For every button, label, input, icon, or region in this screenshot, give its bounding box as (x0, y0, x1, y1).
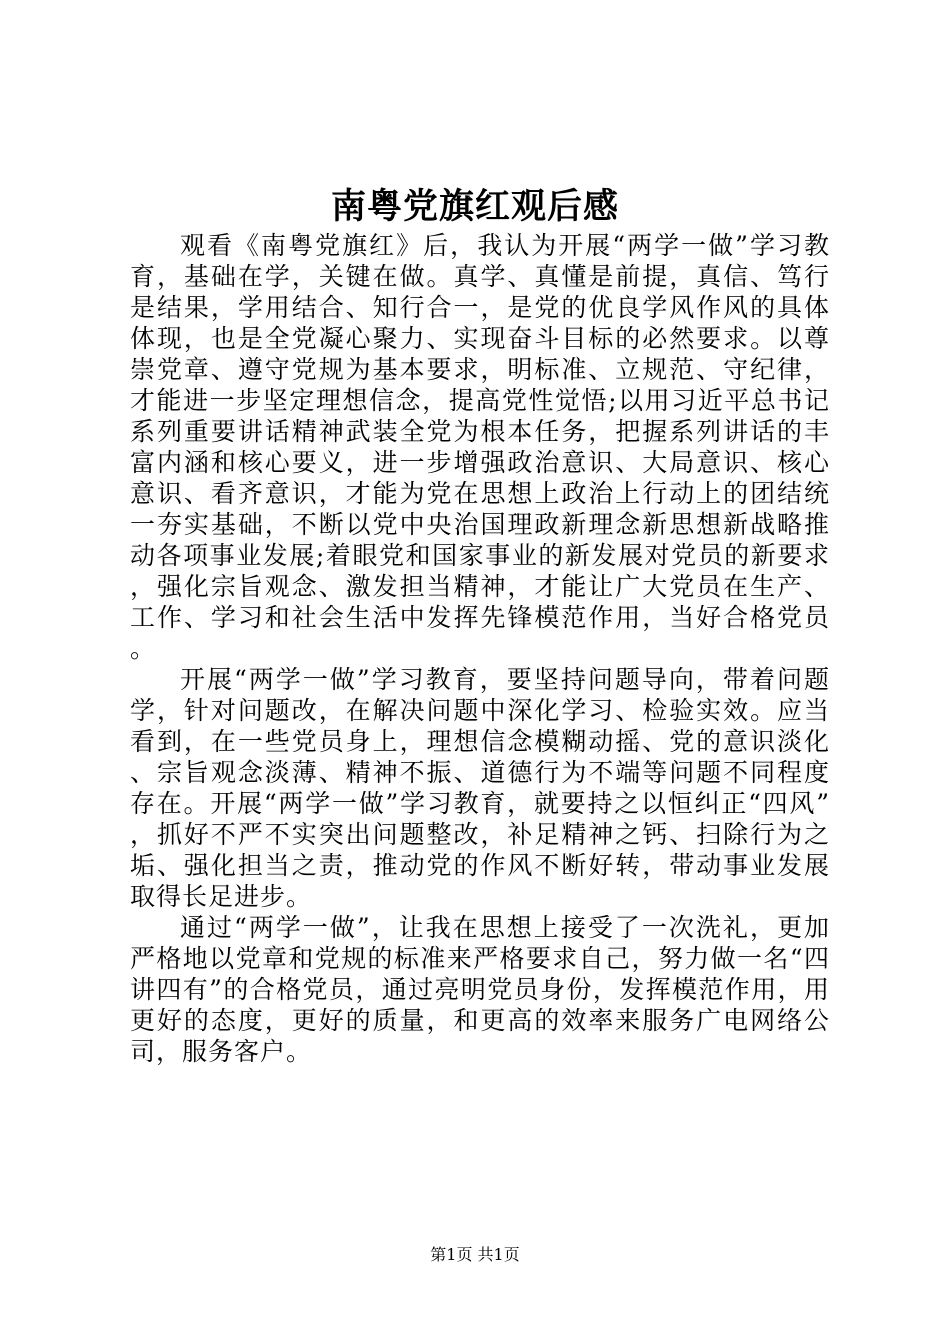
document-title: 南粤党旗红观后感 (330, 186, 619, 227)
page-footer: 第1页 共1页 (430, 1245, 520, 1264)
paragraph-2: 开展“两学一做”学习教育，要坚持问题导向，带着问题学，针对问题改，在解决问题中深化学习、检验实效。应当看到，在一些党员身上，理想信念模糊动摇、党的意识淡化、宗旨观念淡薄、精神不振、道德行为不端等问题不同程度存在。开展“两学一做”学习教育，就要持之以恒纠正“四风”，抓好不严不实突出问题整改，补足精神之钙、扫除行为之垢、强化担当之责，推动党的作风不断好转，带动事业发展取得长足进步。 (130, 665, 830, 911)
document-body (130, 230, 830, 1067)
paragraph-3: 通过“两学一做”，让我在思想上接受了一次洗礼，更加严格地以党章和党规的标准来严格要求自己，努力做一名“四讲四有”的合格党员，通过亮明党员身份，发挥模范作用，用更好的态度，更好的质量，和更高的效率来服务广电网络公司，服务客户。 (130, 913, 830, 1066)
paragraph-1: 观看《南粤党旗红》后，我认为开展“两学一做”学习教育，基础在学，关键在做。真学、真懂是前提，真信、笃行是结果，学用结合、知行合一，是党的优良学风作风的具体体现，也是全党凝心聚力、实现奋斗目标的必然要求。以尊崇党章、遵守党规为基本要求，明标准、立规范、守纪律，才能进一步坚定理想信念，提高党性觉悟;以用习近平总书记系列重要讲话精神武装全党为根本任务，把握系列讲话的丰富内涵和核心要义，进一步增强政治意识、大局意识、核心意识、看齐意识，才能为党在思想上政治上行动上的团结统一夯实基础，不断以党中央治国理政新理念新思想新战略推动各项事业发展;着眼党和国家事业的新发展对党员的新要求，强化宗旨观念、激发担当精神，才能让广大党员在生产、工作、学习和社会生活中发挥先锋模范作用，当好合格党员。 (130, 231, 830, 663)
